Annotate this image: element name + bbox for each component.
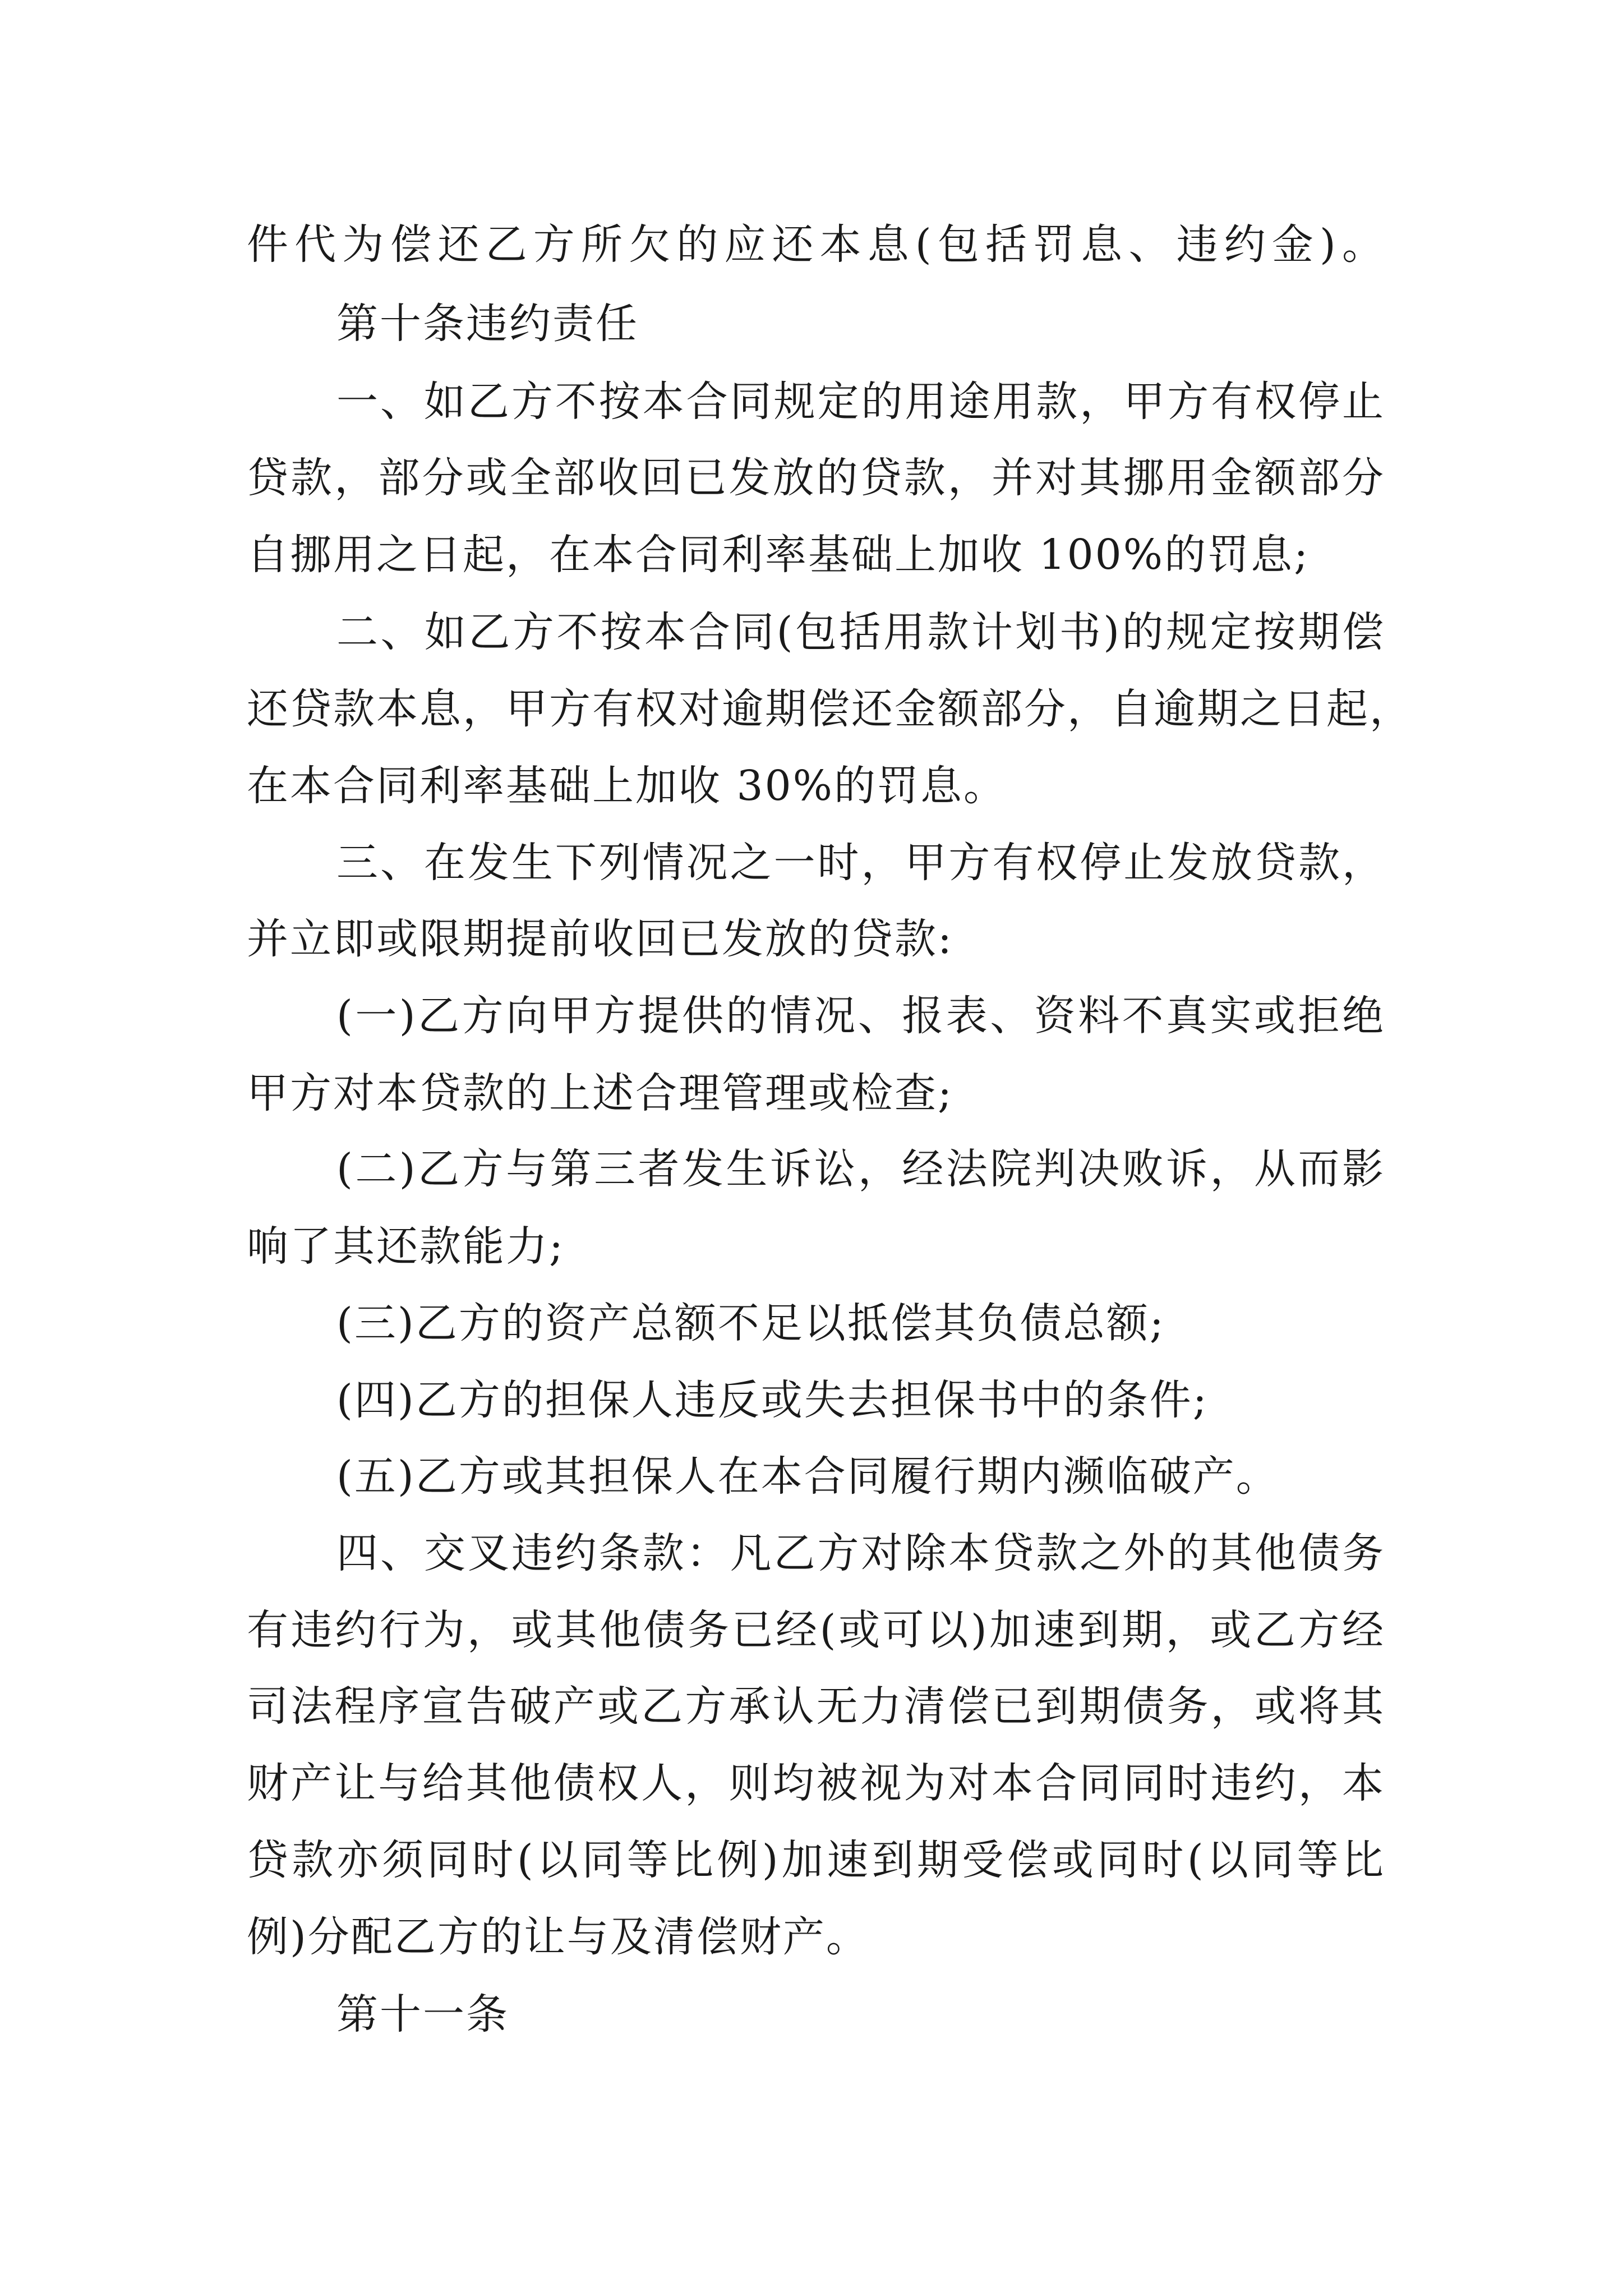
text-line: 在本合同利率基础上加收 30%的罚息。 — [247, 762, 1007, 810]
text-line: 响了其还款能力; — [247, 1222, 565, 1271]
text-line: 还贷款本息，甲方有权对逾期偿还金额部分，自逾期之日起， — [247, 685, 1413, 733]
text-line: (五)乙方或其担保人在本合同履行期内濒临破产。 — [336, 1452, 1279, 1501]
text-line: (二)乙方与第三者发生诉讼，经法院判决败诉，从而影 — [336, 1145, 1385, 1193]
text-line: 件代为偿还乙方所欠的应还本息(包括罚息、违约金)。 — [247, 220, 1385, 269]
text-line: 自挪用之日起，在本合同利率基础上加收 100%的罚息; — [247, 531, 1310, 579]
text-line: 例)分配乙方的让与及清偿财产。 — [247, 1913, 869, 1961]
section-heading: 第十条违约责任 — [336, 300, 639, 348]
text-line: 司法程序宣告破产或乙方承认无力清偿已到期债务，或将其 — [247, 1682, 1385, 1731]
text-line: 贷款亦须同时(以同等比例)加速到期受偿或同时(以同等比 — [247, 1836, 1385, 1884]
text-line: 财产让与给其他债权人，则均被视为对本合同同时违约，本 — [247, 1759, 1385, 1807]
text-line: 甲方对本贷款的上述合理管理或检查; — [247, 1069, 953, 1117]
text-line: (四)乙方的担保人违反或失去担保书中的条件; — [336, 1376, 1209, 1424]
section-heading: 第十一条 — [336, 1990, 509, 2039]
text-line: (一)乙方向甲方提供的情况、报表、资料不真实或拒绝 — [336, 992, 1385, 1040]
text-line: 有违约行为，或其他债务已经(或可以)加速到期，或乙方经 — [247, 1606, 1385, 1654]
text-line: (三)乙方的资产总额不足以抵偿其负债总额; — [336, 1299, 1165, 1347]
text-line: 并立即或限期提前收回已发放的贷款: — [247, 915, 953, 963]
text-line: 四、交叉违约条款：凡乙方对除本贷款之外的其他债务 — [336, 1529, 1385, 1577]
text-line: 二、如乙方不按本合同(包括用款计划书)的规定按期偿 — [336, 608, 1385, 656]
text-line: 贷款，部分或全部收回已发放的贷款，并对其挪用金额部分 — [247, 454, 1385, 502]
text-line: 三、在发生下列情况之一时，甲方有权停止发放贷款， — [336, 839, 1385, 887]
text-line: 一、如乙方不按本合同规定的用途用款，甲方有权停止 — [336, 378, 1385, 426]
